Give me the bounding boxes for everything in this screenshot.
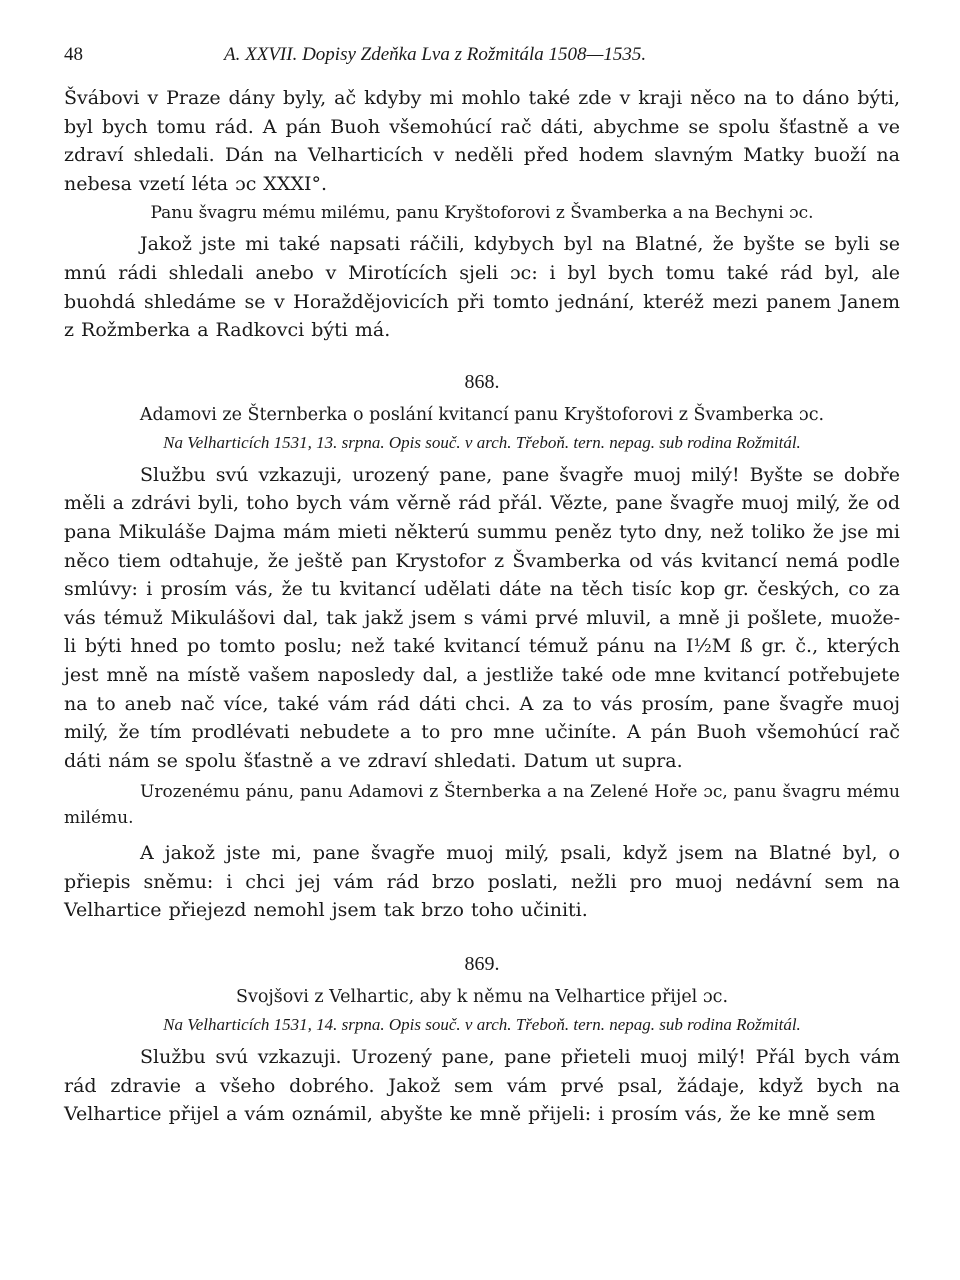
letter-source-869: Na Velharticích 1531, 14. srpna. Opis souč. v arch. Třeboň. tern. nepag. sub rodina Rožmitál. bbox=[163, 1015, 801, 1035]
letter-heading-868: Adamovi ze Šternberka o poslání kvitancí panu Kryštoforovi z Švamberka ɔc. bbox=[139, 404, 825, 425]
postscript-paragraph: Jakož jste mi také napsati ráčili, kdybych byl na Blatné, že byšte se byli se mnú rádi shledali anebo v Mirotících sjeli ɔc: i byl bych tomu také rád byl, ale buohdá shledáme se v Horaždějovicích při tomto jednání, kteréž mezi panem Janem z Rožmberka a Radkovci býti má. bbox=[64, 233, 900, 342]
letter-source-868: Na Velharticích 1531, 13. srpna. Opis souč. v arch. Třeboň. tern. nepag. sub rodina Rožmitál. bbox=[163, 432, 801, 452]
running-head bbox=[64, 44, 900, 74]
running-head-title: A. XXVII. Dopisy Zdeňka Lva z Rožmitála 1508—1535. bbox=[224, 44, 647, 65]
letter-number-869: 869. bbox=[464, 953, 500, 976]
document-page bbox=[64, 44, 900, 1129]
intro-paragraph: Švábovi v Praze dány byly, ač kdyby mi mohlo také zde v kraji něco na to dáno býti, byl bych tomu rád. A pán Buoh všemohúcí rač dáti, abychme se spolu šťastně a ve zdraví shledali. Dán na Velharticích v neděli před hodem slavným Matky buoží na nebesa vzetí léta ɔc XXXI°. bbox=[64, 87, 900, 195]
letter-number-868: 868. bbox=[464, 370, 500, 393]
address-kryštof: Panu švagru mému milému, panu Kryštoforovi z Švamberka a na Bechyni ɔc. bbox=[150, 203, 814, 224]
letter-heading-869: Svojšovi z Velhartic, aby k němu na Velhartice přijel ɔc. bbox=[235, 987, 729, 1008]
letter-postscript-868: A jakož jste mi, pane švagře muoj milý, psali, když jsem na Blatné byl, o přiepis sněmu: i chci jej vám rád brzo poslati, nežli pro muoj nedávní sem na Velhartice přiejezd nemohl jsem tak brzo toho učiniti. bbox=[64, 842, 900, 922]
letter-address-868: Urozenému pánu, panu Adamovi z Šternberka a na Zelené Hoře ɔc, panu švagru mému milému. bbox=[64, 782, 900, 829]
page-number: 48 bbox=[64, 44, 83, 65]
letter-body-869: Službu svú vzkazuji. Urozený pane, pane přieteli muoj milý! Přál bych vám rád zdravie a všeho dobrého. Jakož sem vám prvé psal, žádaje, když bych na Velhartice přijel a vám oznámil, abyšte ke mně přijeli: i prosím vás, že ke mně sem bbox=[64, 1046, 900, 1126]
letter-body-868: Službu svú vzkazuji, urozený pane, pane švagře muoj milý! Byšte se dobře měli a zdrávi byli, toho bych vám věrně rád přál. Vězte, pane švagře muoj milý, že od pana Mikuláše Dajma mám mieti některú summu peněz tyto dny, než toliko že jse mi něco tiem odtahuje, že ještě pan Krystofor z Švamberka od vás kvitancí nemá podle smlúvy: i prosím vás, že tu kvitancí udělati dáte na těch tisíc kop gr. českých, co za vás témuž Mikulášovi dal, tak jakž jsem s vámi prvé mluvil, a mně ji pošlete, muože-li býti hned po tomto poslu; než také kvitancí témuž pánu na I½M ß gr. č., kterých jest mně na místě vašem naposledy dal, a jestliže také ode mne kvitancí potřebujete na to aneb nač více, také vám rád dáti chci. A za to vás prosím, pane švagře muoj milý, že tím prodlévati nebudete a to pro mne učiníte. A pán Buoh všemohúcí rač dáti nám se spolu šťastně a ve zdraví shledati. Datum ut supra. bbox=[64, 463, 900, 772]
